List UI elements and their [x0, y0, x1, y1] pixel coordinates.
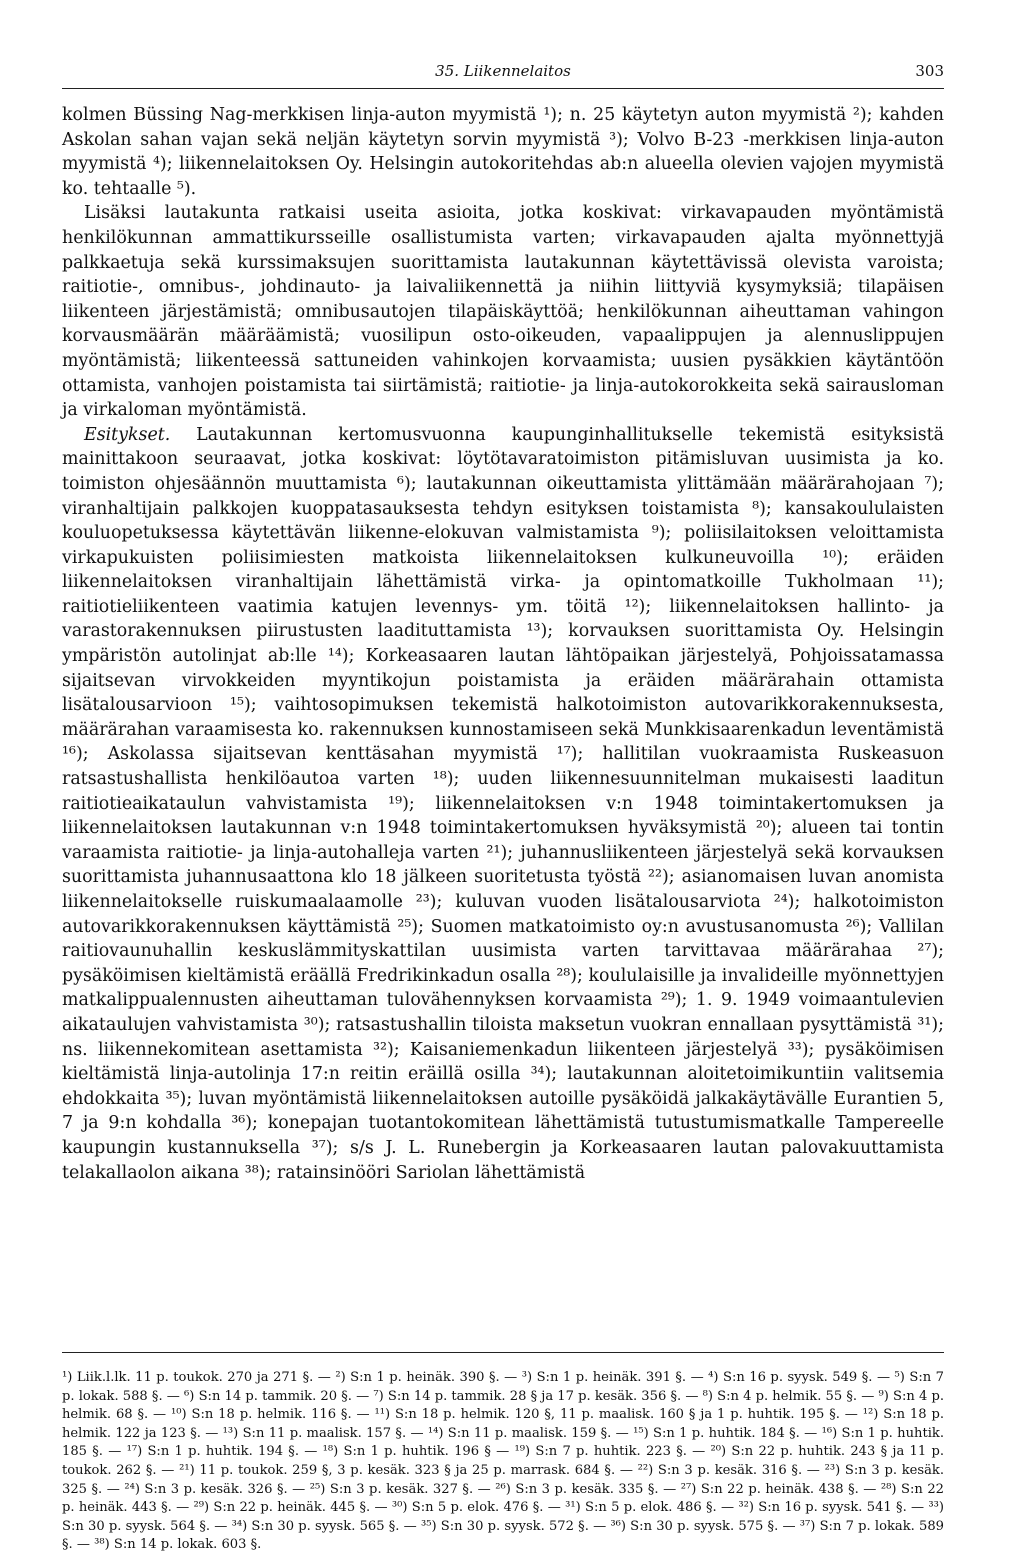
footnotes: ¹) Liik.l.lk. 11 p. toukok. 270 ja 271 §. — ²) S:n 1 p. heinäk. 390 §. — ³) S:n 1 p. heinäk. 391 §. — ⁴) S:n 16 p. syysk. 549 §. — ⁵) S:n 7 p. lokak. 588 §. — ⁶) S:n 14 p. tammik. 20 §. — ⁷) S:n 14 p. tammik. 28 § ja 17 p. kesäk. 356 §. — ⁸) S:n 4 p. helmik. 55 §. — ⁹) S:n 4 p. helmik. 68 §. — ¹⁰) S:n 18 p. helmik. 116 §. — ¹¹) S:n 18 p. helmik. 120 §, 11 p. maalisk. 160 § ja 1 p. huhtik. 195 §. — ¹²) S:n 18 p. helmik. 122 ja 123 §. — ¹³) S:n 11 p. maalisk. 157 §. — ¹⁴) S:n 11 p. maalisk. 159 §. — ¹⁵) S:n 1 p. huhtik. 184 §. — ¹⁶) S:n 1 p. huhtik. 185 §. — ¹⁷) S:n 1 p. huhtik. 194 §. — ¹⁸) S:n 1 p. huhtik. 196 § — ¹⁹) S:n 7 p. huhtik. 223 §. — ²⁰) S:n 22 p. huhtik. 243 § ja 11 p. toukok. 262 §. — ²¹) 11 p. toukok. 259 §, 3 p. kesäk. 323 § ja 25 p. marrask. 684 §. — ²²) S:n 3 p. kesäk. 316 §. — ²³) S:n 3 p. kesäk. 325 §. — ²⁴) S:n 3 p. kesäk. 326 §. — ²⁵) S:n 3 p. kesäk. 327 §. — ²⁶) S:n 3 p. kesäk. 335 §. — ²⁷) S:n 22 p. heinäk. 438 §. — ²⁸) S:n 22 p. heinäk. 443 §. — ²⁹) S:n 22 p. heinäk. 445 §. — ³⁰) S:n 5 p. elok. 476 §. — ³¹) S:n 5 p. elok. 486 §. — ³²) S:n 16 p. syysk. 541 §. — ³³) S:n 30 p. syysk. 564 §. — ³⁴) S:n 30 p. syysk. 565 §. — ³⁵) S:n 30 p. syysk. 572 §. — ³⁶) S:n 30 p. syysk. 575 §. — ³⁷) S:n 7 p. lokak. 589 §. — ³⁸) S:n 14 p. lokak. 603 §.: [62, 1352, 944, 1555]
paragraph-proposals: [62, 423, 944, 1185]
paragraph-other-matters: Lisäksi lautakunta ratkaisi useita asioita, jotka koskivat: virkavapauden myöntämistä henkilökunnan ammattikursseille osallistumista varten; virkavapauden ajalta myönnettyjä palkkaetuja sekä kurssimaksujen suorittamista lautakunnan käytettävissä olevista varoista; raitiotie-, omnibus-, johdinauto- ja laivaliikennettä ja niihin liittyviä kysymyksiä; tilapäisen liikenteen järjestämistä; omnibusautojen tilapäiskäyttöä; henkilökunnan aiheuttaman vahingon korvausmäärän määräämistä; vuosilipun osto-oikeuden, vapaalippujen ja alennuslippujen myöntämistä; liikenteessä sattuneiden vahinkojen korvaamista; uusien pysäkkien käytäntöön ottamista, vanhojen poistamista tai siirtämistä; raitiotie- ja linja-autokorokkeita sekä sairausloman ja virkaloman myöntämistä.: [62, 203, 944, 421]
document-page: [62, 62, 944, 1553]
page-number: 303: [915, 62, 944, 80]
body-text: [62, 103, 944, 1185]
proposals-text: Lautakunnan kertomusvuonna kaupunginhallitukselle tekemistä esityksistä mainittakoon seuraavat, jotka koskivat: löytötavaratoimiston pitämisluvan uusimista ja ko. toimiston ohjesäännön muuttamista ⁶); lautakunnan oikeuttamista ylittämään määrärahojaan ⁷); viranhaltijain palkkojen kuoppatasauksesta tehdyn esityksen toistamista ⁸); kansakoululaisten kouluopetuksessa käytettävän liikenne-elokuvan valmistamista ⁹); poliisilaitoksen veloittamista virkapukuisten poliisimiesten matkoista liikennelaitoksen kulkuneuvoilla ¹⁰); eräiden liikennelaitoksen viranhaltijain lähettämistä virka- ja opintomatkoille Tukholmaan ¹¹); raitiotieliikenteen vaatimia katujen levennys- ym. töitä ¹²); liikennelaitoksen hallinto- ja varastorakennuksen piirustusten laadituttamista ¹³); korvauksen suorittamista Oy. Helsingin ympäristön autolinjat ab:lle ¹⁴); Korkeasaaren lautan lähtöpaikan järjestelyä, Pohjoissatamassa sijaitsevan virvokkeiden myyntikojun poistamista ja eräiden määrärahain ottamista lisätalousarvioon ¹⁵); vaihtosopimuksen tekemistä halkotoimiston autovarikkorakennuksesta, määrärahan varaamisesta ko. rakennuksen kunnostamiseen sekä Munkkisaarenkadun leventämistä ¹⁶); Askolassa sijaitsevan kenttäsahan myymistä ¹⁷); hallitilan vuokraamista Ruskeasuon ratsastushallista henkilöautoa varten ¹⁸); uuden liikennesuunnitelman mukaisesti laaditun raitiotieaikataulun vahvistamista ¹⁹); liikennelaitoksen v:n 1948 toimintakertomuksen ja liikennelaitoksen lautakunnan v:n 1948 toimintakertomuksen hyväksymistä ²⁰); alueen tai tontin varaamista raitiotie- ja linja-autohalleja varten ²¹); juhannusliikenteen järjestelyä sekä korvauksen suorittamista juhannusaattona klo 18 jälkeen suoritetusta työstä ²²); asianomaisen luvan anomista liikennelaitokselle ruiskumaalaamolle ²³); kuluvan vuoden lisätalousarviota ²⁴); halkotoimiston autovarikkorakennuksen käyttämistä ²⁵); Suomen matkatoimisto oy:n avustusanomusta ²⁶); Vallilan raitiovaunuhallin keskuslämmityskattilan uusimista varten tarvittavaa määrärahaa ²⁷); pysäköimisen kieltämistä eräällä Fredrikinkadun osalla ²⁸); koululaisille ja invalideille myönnettyjen matkalippualennusten aiheuttaman tulovähennyksen korvaamista ²⁹); 1. 9. 1949 voimaantulevien aikataulujen vahvistamista ³⁰); ratsastushallin tiloista maksetun vuokran ennallaan pysyttämistä ³¹); ns. liikennekomitean asettamista ³²); Kaisaniemenkadun liikenteen järjestelyä ³³); pysäköimisen kieltämistä linja-autolinja 17:n reitin eräillä osilla ³⁴); lautakunnan aloitetoimikuntiin valitsemia ehdokkaita ³⁵); luvan myöntämistä liikennelaitoksen autoille pysäköidä jalkakäytävälle Eurantien 5, 7 ja 9:n kohdalla ³⁶); konepajan tuotantokomitean lähettämistä tutustumismatkalle Tampereelle kaupungin kustannuksella ³⁷); s/s J. L. Runebergin ja Korkeasaaren lautan palovakuuttamista telakallaolon aikana ³⁸); ratainsinööri Sariolan lähettämistä: [62, 424, 944, 1183]
running-header: [62, 62, 944, 89]
section-title: 35. Liikennelaitos: [435, 62, 571, 80]
paragraph-sales: kolmen Büssing Nag-merkkisen linja-auton myymistä ¹); n. 25 käytetyn auton myymistä ²); kahden Askolan sahan vajan sekä neljän käytetyn sorvin myymistä ³); Volvo B-23 -merkkisen linja-auton myymistä ⁴); liikennelaitoksen Oy. Helsingin autokoritehdas ab:n alueella olevien vajojen myymistä ko. tehtaalle ⁵).: [62, 105, 944, 199]
proposals-heading: Esitykset.: [84, 424, 171, 445]
